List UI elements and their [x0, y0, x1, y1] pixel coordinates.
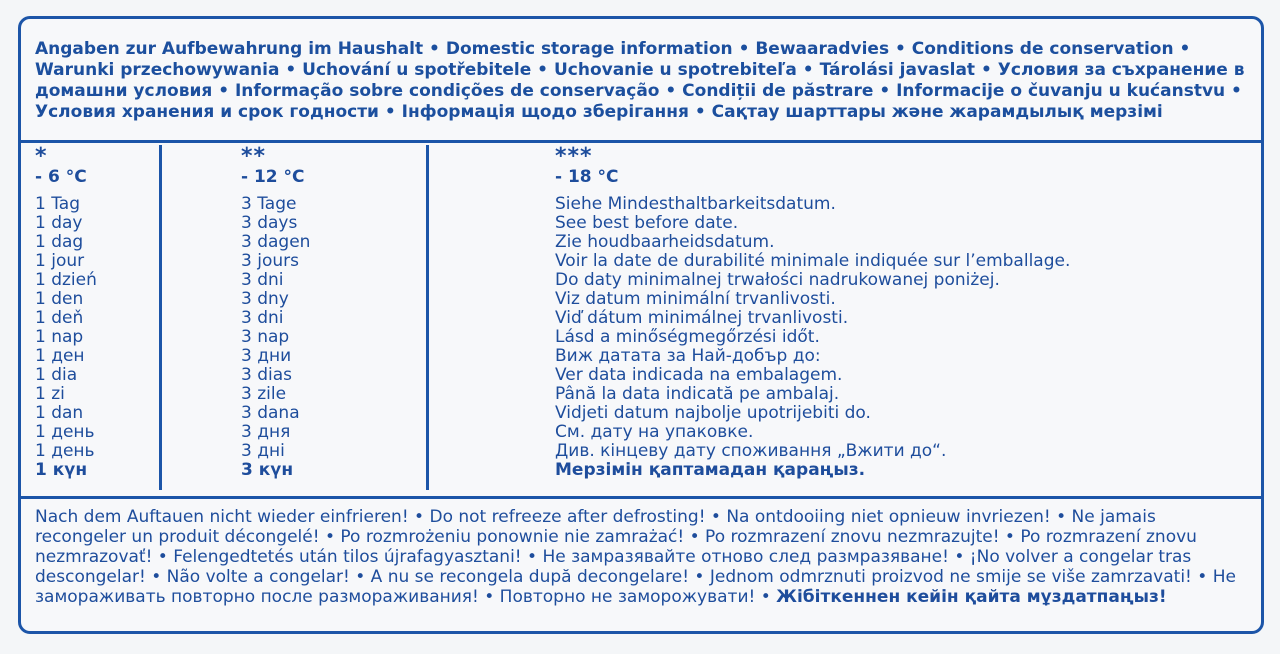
duration-row: Див. кінцеву дату споживання „Вжити до“.: [555, 441, 947, 461]
duration-row: Voir la date de durabilité minimale indiquée sur l’emballage.: [555, 251, 1071, 271]
duration-row: 1 Tag: [35, 194, 80, 214]
duration-row: 3 күн: [241, 460, 294, 480]
warning-text-kz: Жібіткеннен кейін қайта мұздатпаңыз!: [776, 587, 1167, 607]
storage-label: [18, 16, 1264, 634]
star-rating: **: [241, 144, 267, 169]
duration-row: 1 ден: [35, 346, 85, 366]
duration-row: 1 zi: [35, 384, 65, 404]
duration-row: 3 dana: [241, 403, 300, 423]
duration-list: [35, 195, 97, 480]
duration-list: [241, 195, 310, 480]
duration-row: 1 deň: [35, 308, 84, 328]
duration-row: 3 дни: [241, 346, 292, 366]
duration-list: [555, 195, 1070, 480]
duration-row: 1 dzień: [35, 270, 97, 290]
duration-row: See best before date.: [555, 213, 739, 233]
duration-row: См. дату на упаковке.: [555, 422, 754, 442]
duration-row: 1 dag: [35, 232, 84, 252]
duration-row: 1 день: [35, 422, 95, 442]
duration-row: 3 days: [241, 213, 298, 233]
star-rating: *: [35, 144, 48, 169]
column-divider: [159, 145, 162, 490]
duration-row: 3 dias: [241, 365, 293, 385]
column-three-star: [555, 144, 1071, 480]
duration-row: 3 jours: [241, 251, 299, 271]
duration-row: Виж датата за Най-добър до:: [555, 346, 821, 366]
duration-row: Мерзімін қаптамадан қараңыз.: [555, 460, 866, 480]
header-text-kz: Сақтау шарттары және жарамдылық мерзімі: [711, 102, 1163, 122]
duration-row: 1 день: [35, 441, 95, 461]
refreeze-warning: [35, 507, 1247, 607]
duration-row: Ver data indicada na embalagem.: [555, 365, 843, 385]
duration-row: 1 dan: [35, 403, 84, 423]
column-one-star: [35, 144, 97, 480]
duration-row: Zie houdbaarheidsdatum.: [555, 232, 775, 252]
column-divider: [426, 145, 429, 490]
duration-row: 1 күн: [35, 460, 88, 480]
duration-row: 3 дня: [241, 422, 291, 442]
warning-text: Nach dem Auftauen nicht wieder einfrieren! • Do not refreeze after defrosting! • Na ontdooiing niet opnieuw invriezen! • Ne jamais recongeler un produit décongelé! • Po rozmrożeniu ponownie nie zamrażać! • Po rozmrazení znovu nezmrazujte! • Po rozmrazení znovu nezmrazovať! • Felengedtetés után tilos újrafagyasztani! • Не замразявайте отново след размразяване! • ¡No volver a congelar tras descongelar! • Não volte a congelar! • A nu se recongela după decongelare! • Jednom odmrznuti proizvod ne smije se više zamrzavati! • Не замораживать повторно после размораживания! • Повторно не заморожувати! •: [35, 507, 1236, 607]
duration-row: Lásd a minőségmegőrzési időt.: [555, 327, 820, 347]
temperature: - 18 °C: [555, 167, 619, 187]
duration-row: 3 zile: [241, 384, 287, 404]
duration-row: Siehe Mindesthaltbarkeitsdatum.: [555, 194, 836, 214]
header-divider: [21, 140, 1261, 143]
duration-row: 1 jour: [35, 251, 85, 271]
duration-row: 3 dni: [241, 270, 284, 290]
duration-row: Până la data indicată pe ambalaj.: [555, 384, 840, 404]
duration-row: 1 dia: [35, 365, 78, 385]
duration-row: 1 nap: [35, 327, 84, 347]
duration-row: Vidjeti datum najbolje upotrijebiti do.: [555, 403, 871, 423]
duration-row: 3 дні: [241, 441, 285, 461]
column-two-star: [241, 144, 311, 480]
duration-row: 3 dny: [241, 289, 289, 309]
star-rating: ***: [555, 144, 593, 169]
duration-row: Viď dátum minimálnej trvanlivosti.: [555, 308, 849, 328]
duration-row: 3 Tage: [241, 194, 297, 214]
header-text: Angaben zur Aufbewahrung im Haushalt • Domestic storage information • Bewaaradvies • Conditions de conservation • Warunki przechowywania • Uchování u spotřebitele • Uchovanie u spotrebiteľa • Tárolási javaslat • Условия за съхранение в домашни условия • Informação sobre condições de conservação • Condiții de păstrare • Informacije o čuvanju u kućanstvu • Условия хранения и срок годности • Інформація щодо зберігання •: [35, 39, 1245, 122]
storage-info-header: [35, 39, 1247, 123]
duration-row: 3 dagen: [241, 232, 311, 252]
temperature: - 6 °C: [35, 167, 87, 187]
temperature: - 12 °C: [241, 167, 305, 187]
duration-row: 3 dni: [241, 308, 284, 328]
duration-row: 3 nap: [241, 327, 290, 347]
duration-row: 1 den: [35, 289, 84, 309]
duration-row: 1 day: [35, 213, 83, 233]
footer-divider: [21, 496, 1261, 499]
duration-row: Viz datum minimální trvanlivosti.: [555, 289, 836, 309]
duration-row: Do daty minimalnej trwałości nadrukowanej poniżej.: [555, 270, 1000, 290]
